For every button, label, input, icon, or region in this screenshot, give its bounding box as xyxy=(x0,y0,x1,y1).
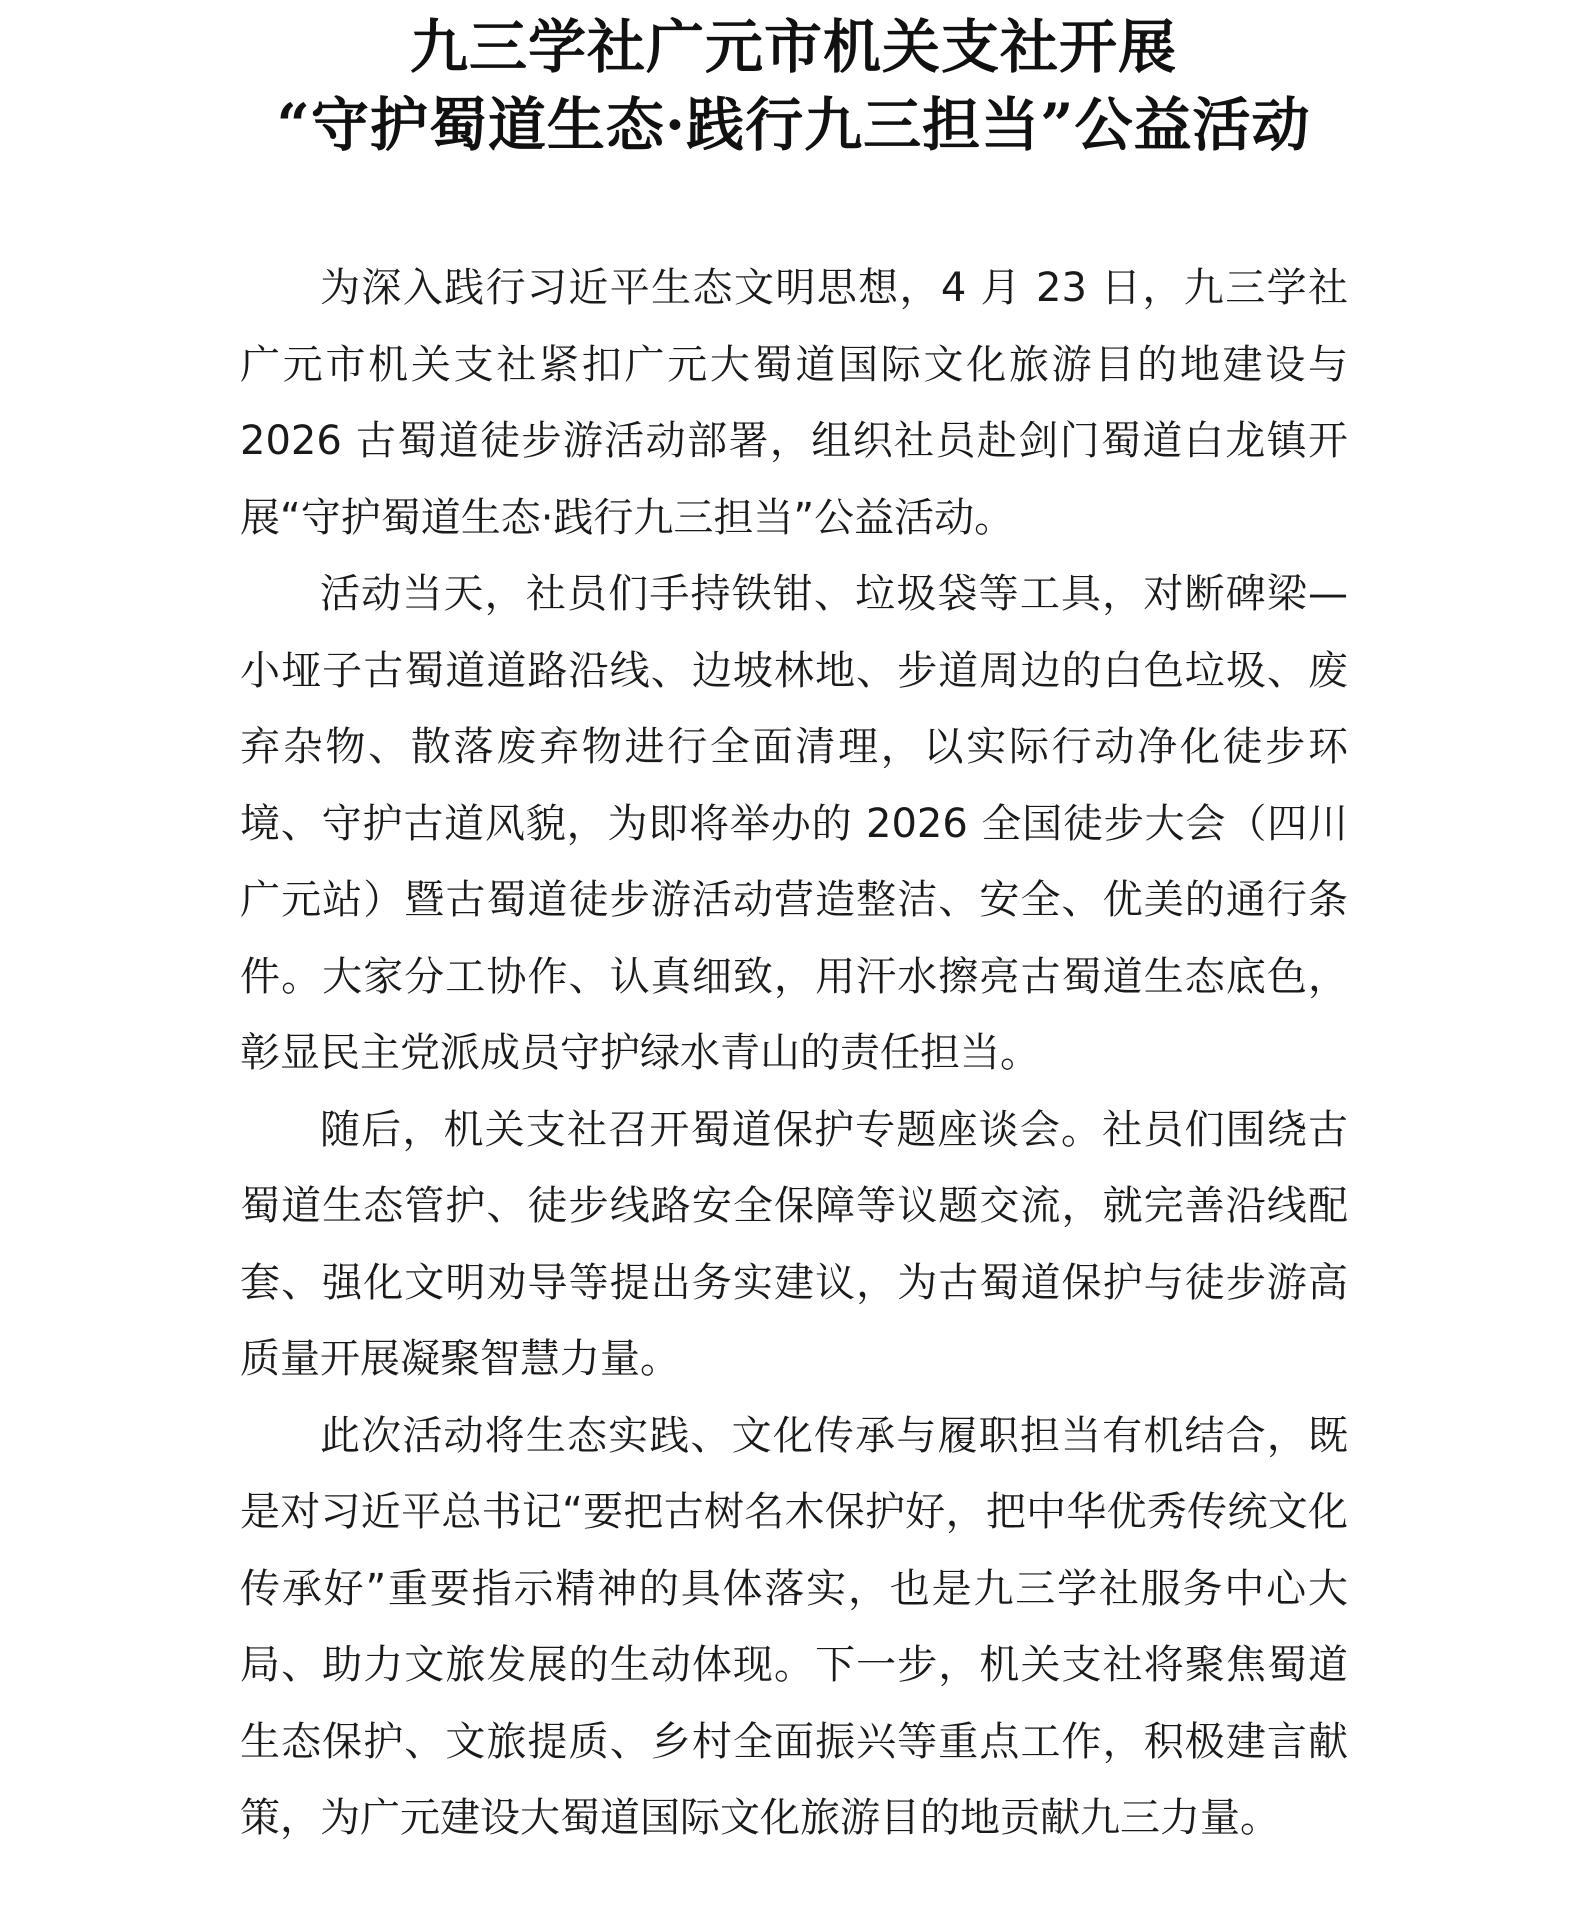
article-body xyxy=(240,250,1348,1857)
title-line-2: “守护蜀道生态·践行九三担当”公益活动 xyxy=(276,91,1311,159)
paragraph-3: 随后，机关支社召开蜀道保护专题座谈会。社员们围绕古蜀道生态管护、徒步线路安全保障等议题交流，就完善沿线配套、强化文明劝导等提出务实建议，为古蜀道保护与徒步游高质量开展凝聚智慧力量。 xyxy=(240,1106,1348,1382)
title-line-1: 九三学社广元市机关支社开展 xyxy=(409,13,1177,81)
document-title xyxy=(0,8,1587,164)
paragraph-2: 活动当天，社员们手持铁钳、垃圾袋等工具，对断碑梁—小垭子古蜀道道路沿线、边坡林地、步道周边的白色垃圾、废弃杂物、散落废弃物进行全面清理，以实际行动净化徒步环境、守护古道风貌，为即将举办的 2026 全国徒步大会（四川广元站）暨古蜀道徒步游活动营造整洁、安全、优美的通行条件。大家分工协作、认真细致，用汗水擦亮古蜀道生态底色，彰显民主党派成员守护绿水青山的责任担当。 xyxy=(240,571,1348,1076)
paragraph-4: 此次活动将生态实践、文化传承与履职担当有机结合，既是对习近平总书记“要把古树名木保护好，把中华优秀传统文化传承好”重要指示精神的具体落实，也是九三学社服务中心大局、助力文旅发展的生动体现。下一步，机关支社将聚焦蜀道生态保护、文旅提质、乡村全面振兴等重点工作，积极建言献策，为广元建设大蜀道国际文化旅游目的地贡献九三力量。 xyxy=(240,1412,1348,1841)
paragraph-1: 为深入践行习近平生态文明思想，4 月 23 日，九三学社广元市机关支社紧扣广元大蜀道国际文化旅游目的地建设与 2026 古蜀道徒步游活动部署，组织社员赴剑门蜀道白龙镇开展“守护蜀道生态·践行九三担当”公益活动。 xyxy=(240,265,1348,541)
